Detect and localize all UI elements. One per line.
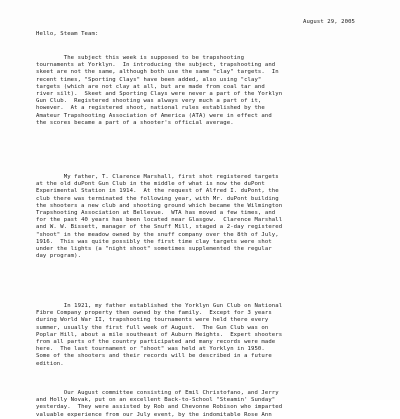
letter-greeting: Hello, Steam Team:	[36, 31, 99, 37]
paragraph-marshall-history	[36, 174, 366, 260]
text-line: club there was terminated the following year, with Mr. duPont building	[36, 195, 279, 202]
text-line: In 1921, my father established the Yorklyn Gun Club on National	[36, 303, 283, 309]
text-line: edition.	[36, 360, 64, 367]
text-line: yesterday. They were assisted by Rob and Chevonne Robison who imparted	[36, 404, 283, 411]
text-line: Trapshooting Association at Bellevue. WTA has moved a few times, and	[36, 209, 276, 216]
text-line: Some of the shooters and their records will be described in a future	[36, 353, 272, 360]
text-line: targets (which are not clay at all, but are made from coal tar and	[36, 83, 265, 90]
text-line: Our August committee consisting of Emil Christofano, and Jerry	[36, 390, 279, 396]
paragraph-yorklyn-gun-club	[36, 303, 366, 368]
text-line: and Holly Novak, put on an excellent Back-to-School "Steamin' Sunday"	[36, 397, 276, 404]
letter-date: August 29, 2005	[303, 19, 356, 25]
text-line: for the past 40 years has been located near Glasgow. Clarence Marshall	[36, 217, 283, 224]
paragraph-august-committee	[36, 390, 366, 419]
text-line: river silt). Skeet and Sporting Clays were never a part of the Yorklyn	[36, 90, 283, 97]
text-line: under the lights (a "night shoot" sometimes supplemented the regular	[36, 245, 272, 252]
text-line: summer, usually the first full week of August. The Gun Club was on	[36, 324, 269, 331]
text-line: Gun Club. Registered shooting was always very much a part of it,	[36, 98, 262, 105]
text-line: My father, T. Clarence Marshall, first shot registered targets	[36, 174, 279, 180]
text-line: here. The last tournament or "shoot" was held at Yorklyn in 1950.	[36, 346, 265, 353]
text-line: tournaments at Yorklyn. In introducing the subject, trapshooting and	[36, 62, 276, 69]
text-line: and W. W. Bissett, manager of the Snuff Mill, staged a 2-day registered	[36, 224, 283, 231]
text-line: during World War II, trapshooting tournaments were held there every	[36, 317, 269, 324]
text-line: valuable experience from our July event, by the indomitable Rose Ann	[36, 411, 272, 418]
text-line: Fibre Company property then owned by the family. Except for 3 years	[36, 310, 272, 317]
text-line: The subject this week is supposed to be trapshooting	[36, 55, 245, 61]
text-line: from all parts of the country participated and many records were made	[36, 338, 276, 345]
text-line: Experimental Station in 1914. At the request of Alfred I. duPont, the	[36, 188, 279, 195]
paragraph-trapshooting-intro	[36, 55, 366, 127]
text-line: "shoot" in the meadow owned by the snuff company over the 8th of July,	[36, 231, 279, 238]
text-line: skeet are not the same, although both use the same "clay" targets. In	[36, 69, 279, 76]
text-line: 1916. This was quite possibly the first time clay targets were shot	[36, 238, 272, 245]
text-line: day program).	[36, 253, 82, 260]
text-line: Amateur Trapshooting Association of America (ATA) were in effect and	[36, 112, 272, 119]
text-line: the scores became a part of a shooter's official average.	[36, 119, 234, 126]
text-line: recent times, "Sporting Clays" have been added, also using "clay"	[36, 76, 262, 83]
text-line: however. At a registered shoot, national rules established by the	[36, 105, 265, 112]
text-line: at the old duPont Gun Club in the middle of what is now the duPont	[36, 181, 265, 188]
text-line: the shooters a new club and shooting ground which became the Wilmington	[36, 202, 283, 209]
text-line: Poplar Hill, about a mile southeast of Auburn Heights. Expert shooters	[36, 331, 283, 338]
